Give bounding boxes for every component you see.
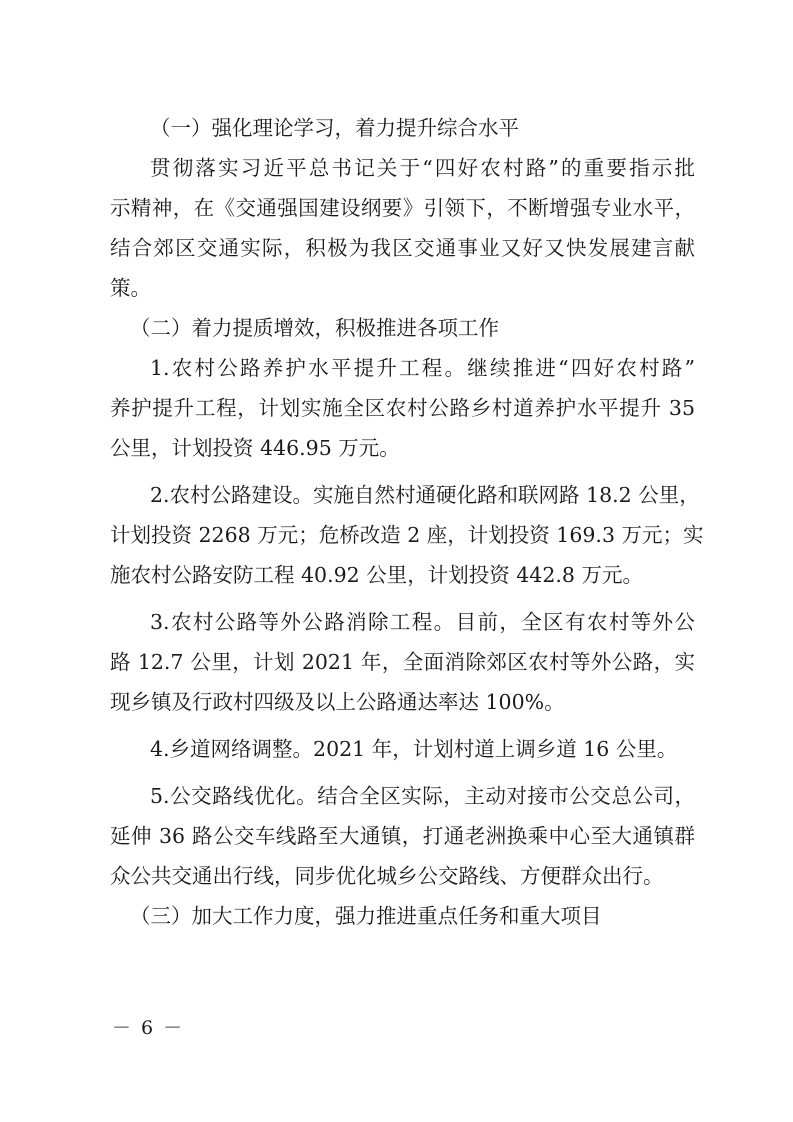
paragraph-line: 贯彻落实习近平总书记关于“四好农村路”的重要指示批 [150,156,695,180]
paragraph-line: 4.乡道网络调整。2021 年，计划村道上调乡道 16 公里。 [150,737,678,761]
paragraph-item-3 [110,602,695,722]
paragraph-line: 策。 [110,276,151,300]
paragraph-line: 1.农村公路养护水平提升工程。继续推进“四好农村路” [150,356,695,380]
paragraph-item-5 [110,776,695,896]
paragraph-line: 2.农村公路建设。实施自然村通硬化路和联网路 18.2 公里， [150,483,700,507]
section-heading-1: （一）强化理论学习，着力提升综合水平 [150,116,519,140]
paragraph-line: 现乡镇及行政村四级及以上公路通达率达 100%。 [110,690,565,714]
page-number: － 6 － [112,1017,185,1039]
section-heading-2: （二）着力提质增效，积极推进各项工作 [130,316,499,340]
paragraph-line: 公里，计划投资 446.95 万元。 [110,436,400,460]
paragraph-item-4 [110,729,695,769]
paragraph-line: 施农村公路安防工程 40.92 公里，计划投资 442.8 万元。 [110,563,643,587]
section-heading-3: （三）加大工作力度，强力推进重点任务和重大项目 [130,904,602,928]
paragraph-line: 养护提升工程，计划实施全区农村公路乡村道养护水平提升 35 [110,396,695,420]
paragraph-item-2 [110,475,704,595]
paragraph-1 [110,148,695,308]
paragraph-line: 3.农村公路等外公路消除工程。目前，全区有农村等外公 [150,610,695,634]
paragraph-line: 5.公交路线优化。结合全区实际，主动对接市公交总公司， [150,784,695,808]
paragraph-line: 示精神，在《交通强国建设纲要》引领下，不断增强专业水平， [110,196,695,220]
paragraph-line: 众公共交通出行线，同步优化城乡公交路线、方便群众出行。 [110,864,664,888]
paragraph-line: 结合郊区交通实际，积极为我区交通事业又好又快发展建言献 [110,236,695,260]
paragraph-line: 路 12.7 公里，计划 2021 年，全面消除郊区农村等外公路，实 [110,650,695,674]
document-body [110,108,704,936]
paragraph-line: 延伸 36 路公交车线路至大通镇，打通老洲换乘中心至大通镇群 [110,824,695,848]
paragraph-line: 计划投资 2268 万元；危桥改造 2 座，计划投资 169.3 万元；实 [110,523,704,547]
paragraph-item-1 [110,348,695,468]
